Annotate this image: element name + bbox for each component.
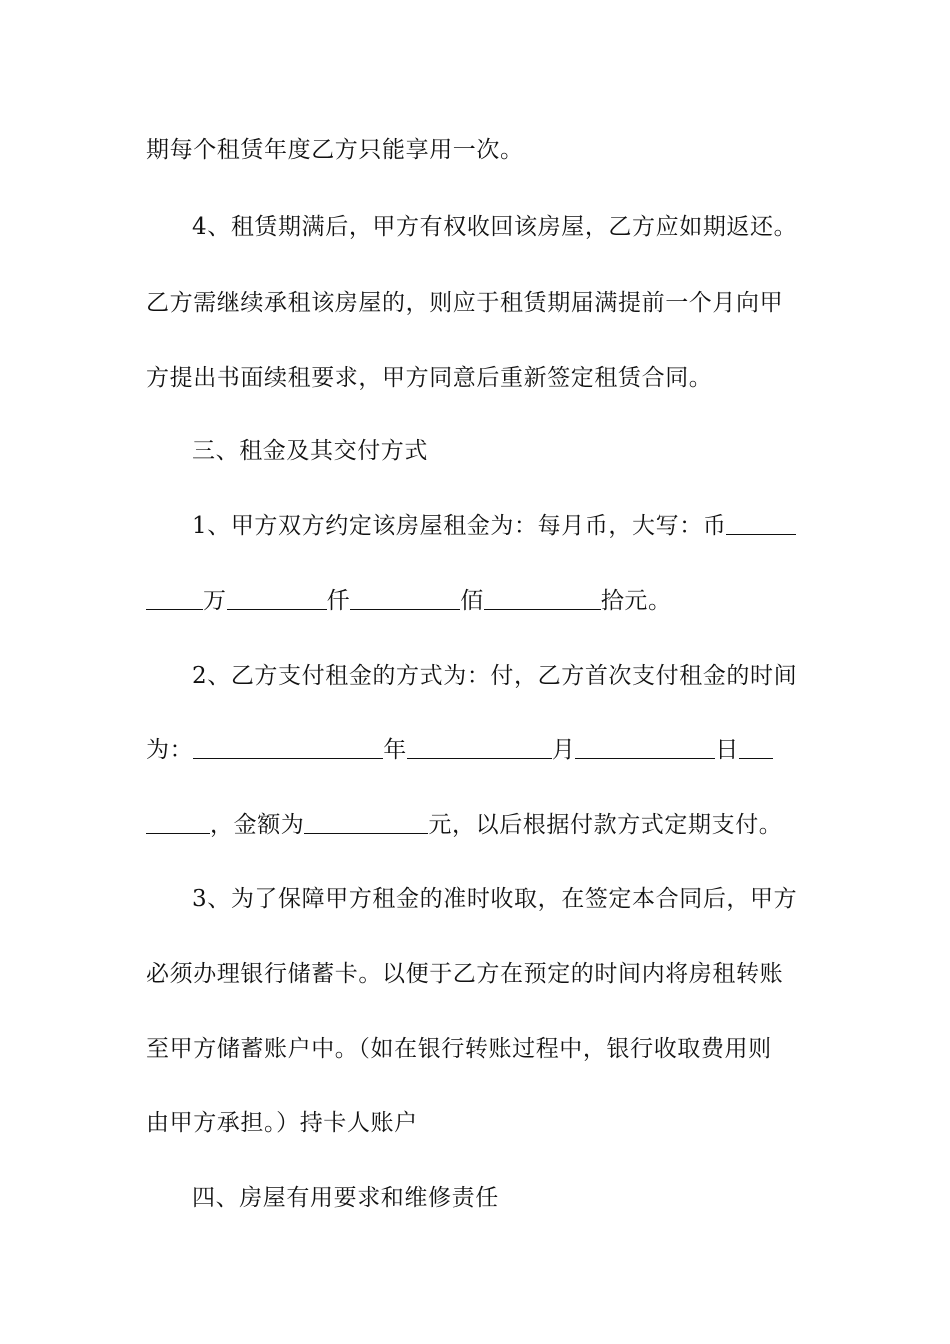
rent-clause-line-2: 万 仟 佰 拾元。 — [146, 586, 808, 616]
clause-4-line-2: 乙方需继续承租该房屋的，则应于租赁期届满提前一个月向甲 — [146, 290, 784, 316]
clause-4-line-1: 4、租赁期满后，甲方有权收回该房屋，乙方应如期返还。 — [192, 214, 798, 240]
clause-3-line-1: 3、为了保障甲方租金的准时收取，在签定本合同后，甲方 — [192, 886, 798, 912]
rent-blank — [227, 587, 327, 610]
date-blank — [407, 736, 552, 759]
rent-blank — [484, 587, 601, 610]
paragraph-line: 期每个租赁年度乙方只能享用一次。 — [146, 137, 524, 163]
rent-amount-blank — [726, 512, 796, 535]
clause-3-line-4: 由甲方承担。）持卡人账户 — [146, 1110, 418, 1136]
payment-clause-line-2: 为： 年 月 日 — [146, 735, 808, 765]
clause-4-line-3: 方提出书面续租要求，甲方同意后重新签定租赁合同。 — [146, 365, 713, 391]
section-3-heading: 三、租金及其交付方式 — [192, 438, 428, 464]
date-blank — [193, 736, 383, 759]
date-blank — [739, 736, 773, 759]
payment-clause-line-1: 2、乙方支付租金的方式为：付，乙方首次支付租金的时间 — [192, 663, 798, 689]
rent-blank — [350, 587, 460, 610]
clause-3-line-3: 至甲方储蓄账户中。（如在银行转账过程中，银行收取费用则 — [146, 1036, 772, 1062]
payment-clause-line-3: ，金额为 元，以后根据付款方式定期支付。 — [146, 810, 808, 840]
clause-3-line-2: 必须办理银行储蓄卡。以便于乙方在预定的时间内将房租转账 — [146, 961, 784, 987]
section-4-heading: 四、房屋有用要求和维修责任 — [192, 1185, 499, 1211]
date-blank — [146, 811, 210, 834]
rent-blank — [146, 587, 203, 610]
date-blank — [575, 736, 715, 759]
amount-blank — [304, 811, 428, 834]
rent-clause-line-1: 1、甲方双方约定该房屋租金为：每月币，大写：币 — [192, 511, 808, 541]
